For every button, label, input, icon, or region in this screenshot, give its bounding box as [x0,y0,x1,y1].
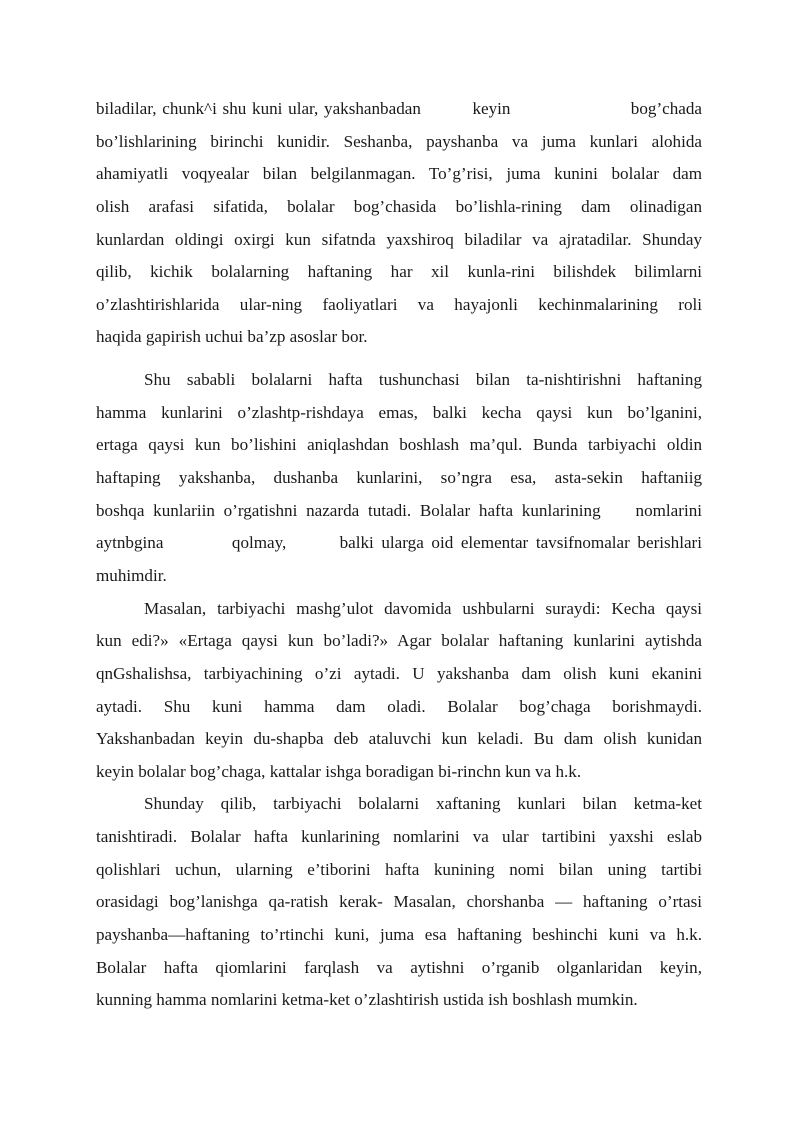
paragraph-line: orasidagi bog’lanishga qa-ratish kerak- Masalan, chorshanba — haftaning o’rtasi [96,892,702,912]
paragraph-line: o’zlashtirishlarida ular-ning faoliyatlari va hayajonli kechinmalarining roli [96,294,702,314]
paragraph-line: muhimdir. [96,565,167,585]
paragraph-line: bo’lishlarining birinchi kunidir. Seshanba, payshanba va juma kunlari alohida [96,131,702,151]
paragraph-line: qilib, kichik bolalarning haftaning har xil kunla-rini bilishdek bilimlarni [96,262,702,282]
paragraph-4 [96,788,702,1016]
paragraph-line: ahamiyatli voqyealar bilan belgilanmagan. To’g’risi, juma kunini bolalar dam [96,164,702,184]
paragraph-line: aytnbgina qolmay, balki ularga oid elementar tavsifnomalar berishlari [96,533,702,553]
paragraph-line: aytadi. Shu kuni hamma dam oladi. Bolalar bog’chaga borishmaydi. [96,696,702,716]
paragraph-line: olish arafasi sifatida, bolalar bog’chasida bo’lishla-rining dam olinadigan [96,196,702,216]
paragraph-line: biladilar, chunk^i shu kuni ular, yakshanbadan keyin bog’chada [96,99,702,118]
document-page [96,93,702,1017]
paragraph-1 [96,93,702,354]
paragraph-line: keyin bolalar bog’chaga, kattalar ishga boradigan bi-rinchn kun va h.k. [96,761,582,781]
paragraph-line: kunlardan oldingi oxirgi kun sifatnda yaxshiroq biladilar va ajratadilar. Shunday [96,229,702,249]
paragraph-line: hamma kunlarini o’zlashtp-rishdaya emas, balki kecha qaysi kun bo’lganini, [96,402,702,422]
paragraph-line: haqida gapirish uchui ba’zp asoslar bor. [96,327,368,347]
paragraph-line: kunning hamma nomlarini ketma-ket o’zlashtirish ustida ish boshlash mumkin. [96,990,638,1010]
paragraph-line: qolishlari uchun, ularning e’tiborini hafta kunining nomi bilan uning tartibi [96,859,702,879]
paragraph-line: Shunday qilib, tarbiyachi bolalarni xaftaning kunlari bilan ketma-ket [144,794,702,814]
paragraph-line: ertaga qaysi kun bo’lishini aniqlashdan boshlash ma’qul. Bunda tarbiyachi oldin [96,435,702,455]
paragraph-line: kun edi?» «Ertaga qaysi kun bo’ladi?» Agar bolalar haftaning kunlarini aytishda [96,631,702,651]
paragraph-line: Yakshanbadan keyin du-shapba deb ataluvchi kun keladi. Bu dam olish kunidan [96,729,702,749]
paragraph-line: qnGshalishsa, tarbiyachining o’zi aytadi. U yakshanba dam olish kuni ekanini [96,663,702,683]
paragraph-3 [96,593,702,789]
paragraph-line: tanishtiradi. Bolalar hafta kunlarining nomlarini va ular tartibini yaxshi eslab [96,827,702,847]
paragraph-2 [96,364,702,592]
paragraph-line: haftaping yakshanba, dushanba kunlarini, so’ngra esa, asta-sekin haftaniig [96,468,702,488]
paragraph-spacer [96,354,702,364]
paragraph-line: Shu sababli bolalarni hafta tushunchasi bilan ta-nishtirishni haftaning [144,370,702,390]
paragraph-line: Masalan, tarbiyachi mashg’ulot davomida ushbularni suraydi: Kecha qaysi [144,598,702,618]
paragraph-line: payshanba—haftaning to’rtinchi kuni, juma esa haftaning beshinchi kuni va h.k. [96,925,702,945]
paragraph-line: Bolalar hafta qiomlarini farqlash va aytishni o’rganib olganlaridan keyin, [96,957,702,977]
paragraph-line: boshqa kunlariin o’rgatishni nazarda tutadi. Bolalar hafta kunlarining nomlarini [96,500,702,520]
